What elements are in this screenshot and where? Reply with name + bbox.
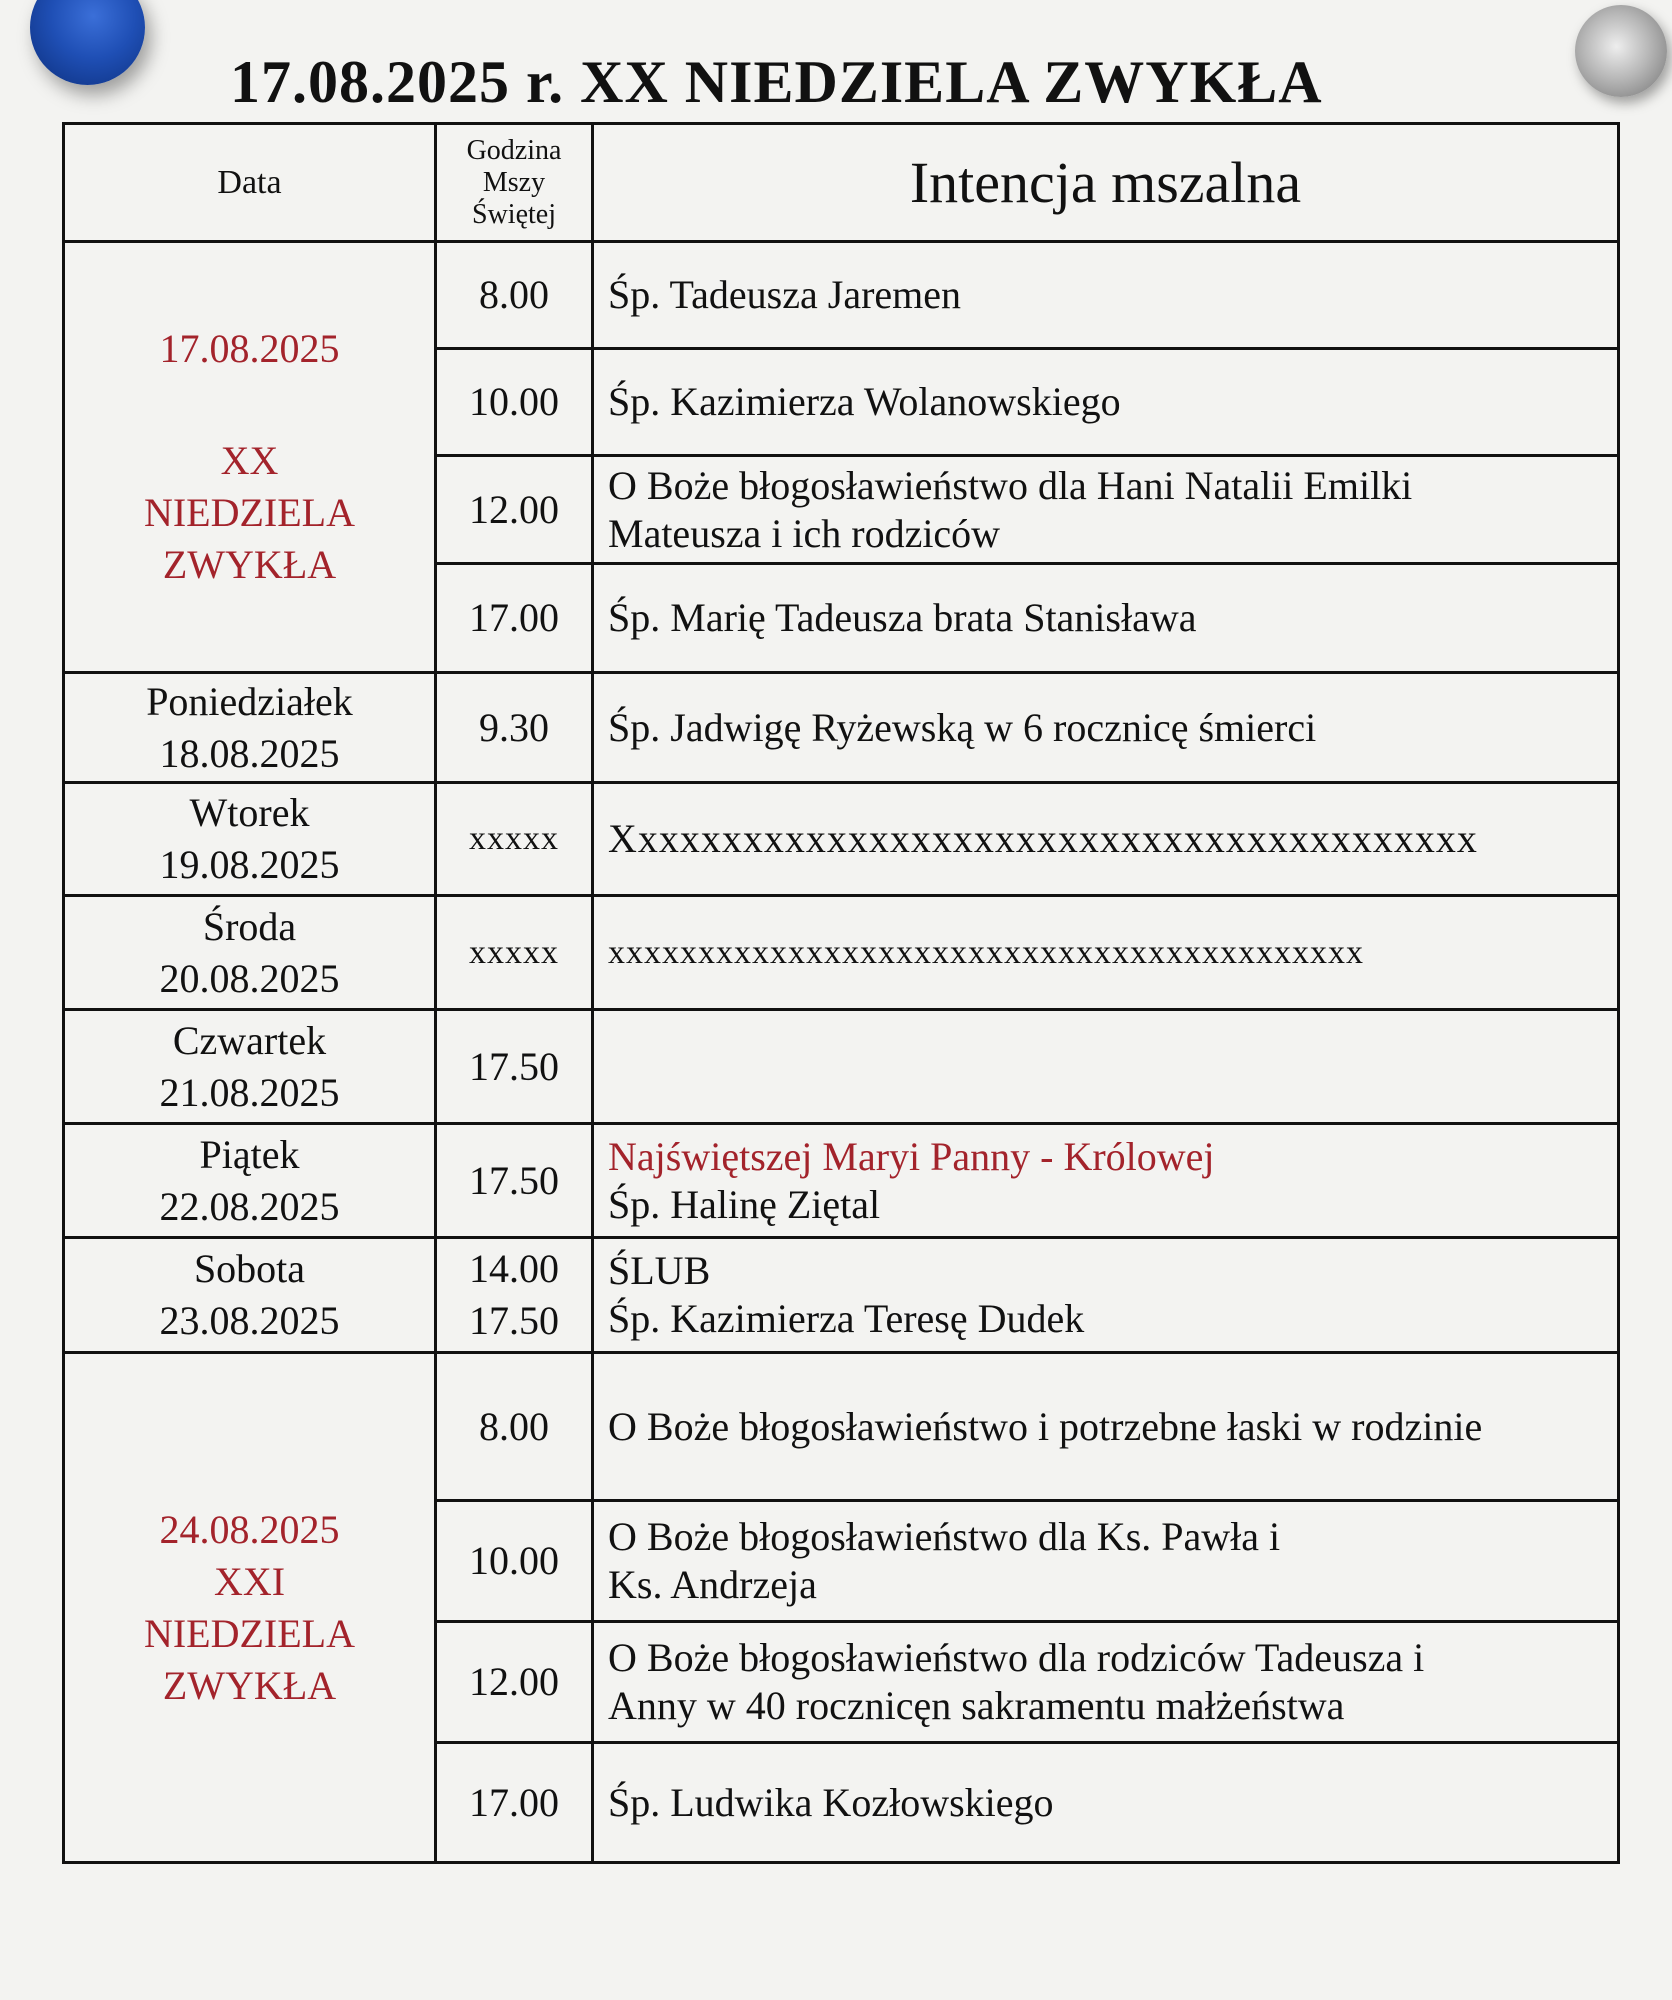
mass-time: xxxxx (436, 783, 593, 896)
mass-time: 12.00 (436, 456, 593, 564)
sunday-name: ZWYKŁA (162, 542, 337, 587)
table-row (64, 1010, 1619, 1124)
sunday-name: ZWYKŁA (162, 1662, 337, 1708)
mass-intention: Śp. Marię Tadeusza brata Stanisława (593, 564, 1619, 673)
intention-line: Ks. Andrzeja (608, 1562, 817, 1607)
weekday-date: 20.08.2025 (159, 955, 340, 1001)
feast-name: Najświętszej Maryi Panny - Królowej (608, 1133, 1215, 1179)
sunday-name: XX (220, 438, 279, 483)
header-time-line: Godzina (466, 134, 562, 166)
mass-intention: Śp. Jadwigę Ryżewską w 6 rocznicę śmierci (593, 673, 1619, 783)
table-row (64, 673, 1619, 783)
header-time-line: Świętej (472, 198, 556, 230)
mass-time: 12.00 (436, 1622, 593, 1743)
header-time-line: Mszy (482, 166, 546, 198)
mass-time: 8.00 (436, 242, 593, 349)
weekday-date-cell (64, 1238, 436, 1353)
intention-line: ŚLUB (608, 1248, 711, 1293)
mass-time-line: 14.00 (469, 1246, 559, 1291)
mass-time: 9.30 (436, 673, 593, 783)
weekday-name: Piątek (199, 1131, 300, 1177)
mass-time: 10.00 (436, 349, 593, 456)
weekday-date: 19.08.2025 (159, 842, 340, 887)
header-time (436, 124, 593, 242)
mass-intention (593, 1238, 1619, 1353)
weekday-date: 21.08.2025 (159, 1069, 340, 1115)
mass-schedule-table (62, 122, 1620, 1864)
weekday-date-cell (64, 673, 436, 783)
weekday-name: Poniedziałek (146, 678, 353, 724)
mass-intention: O Boże błogosławieństwo i potrzebne łaski w rodzinie (593, 1353, 1619, 1501)
mass-intention: Xxxxxxxxxxxxxxxxxxxxxxxxxxxxxxxxxxxxxxxxx (593, 783, 1619, 896)
intention-line: Śp. Kazimierza Teresę Dudek (608, 1296, 1085, 1341)
table-row (64, 1353, 1619, 1501)
weekday-name: Czwartek (172, 1017, 327, 1063)
page-title: 17.08.2025 r. XX NIEDZIELA ZWYKŁA (230, 49, 1323, 115)
table-row (64, 1124, 1619, 1238)
mass-intention: Śp. Kazimierza Wolanowskiego (593, 349, 1619, 456)
weekday-date-cell (64, 1124, 436, 1238)
weekday-date: 18.08.2025 (159, 730, 340, 776)
intention-line: O Boże błogosławieństwo dla Hani Natalii Emilki (608, 462, 1413, 508)
table-row (64, 1238, 1619, 1353)
sunday-date-cell (64, 242, 436, 673)
mass-intention: Śp. Tadeusza Jaremen (593, 242, 1619, 349)
sunday-name: NIEDZIELA (143, 490, 356, 535)
mass-time: 17.50 (436, 1124, 593, 1238)
sunday-name: NIEDZIELA (143, 1610, 356, 1656)
intention-line: O Boże błogosławieństwo dla rodziców Tadeusza i (608, 1635, 1425, 1680)
mass-time (436, 1238, 593, 1353)
mass-time: xxxxx (436, 896, 593, 1010)
mass-time-line: 17.50 (469, 1298, 559, 1343)
sunday-name: XXI (213, 1558, 286, 1604)
mass-time: 17.00 (436, 1743, 593, 1863)
weekday-name: Sobota (193, 1246, 306, 1291)
mass-time: 8.00 (436, 1353, 593, 1501)
mass-intention: xxxxxxxxxxxxxxxxxxxxxxxxxxxxxxxxxxxxxxxxxx (593, 896, 1619, 1010)
table-header-row (64, 124, 1619, 242)
silver-pushpin (1575, 5, 1667, 97)
intention-line: Mateusza i ich rodziców (608, 510, 1001, 556)
mass-intention (593, 1124, 1619, 1238)
intention-line: O Boże błogosławieństwo dla Ks. Pawła i (608, 1514, 1281, 1559)
weekday-name: Środa (202, 903, 297, 949)
mass-time: 10.00 (436, 1501, 593, 1622)
mass-intention (593, 1501, 1619, 1622)
mass-intention (593, 456, 1619, 564)
mass-intention: Śp. Ludwika Kozłowskiego (593, 1743, 1619, 1863)
weekday-date-cell (64, 1010, 436, 1124)
table-row (64, 242, 1619, 349)
sunday-date: 17.08.2025 (159, 326, 340, 371)
blue-pushpin (30, 0, 145, 85)
weekday-date-cell (64, 896, 436, 1010)
mass-intention (593, 1622, 1619, 1743)
weekday-date-cell (64, 783, 436, 896)
weekday-date: 23.08.2025 (159, 1298, 340, 1343)
mass-intention (593, 1010, 1619, 1124)
intention-line: Anny w 40 rocznicęn sakramentu małżeństwa (608, 1683, 1345, 1728)
sunday-date: 24.08.2025 (159, 1506, 340, 1552)
mass-time: 17.50 (436, 1010, 593, 1124)
header-date: Data (64, 124, 436, 242)
table-row (64, 783, 1619, 896)
sunday-date-cell (64, 1353, 436, 1863)
mass-time: 17.00 (436, 564, 593, 673)
weekday-name: Wtorek (189, 790, 310, 835)
weekday-date: 22.08.2025 (159, 1183, 340, 1229)
table-row (64, 896, 1619, 1010)
header-intention: Intencja mszalna (593, 124, 1619, 242)
intention-line: Śp. Halinę Ziętal (608, 1181, 881, 1227)
